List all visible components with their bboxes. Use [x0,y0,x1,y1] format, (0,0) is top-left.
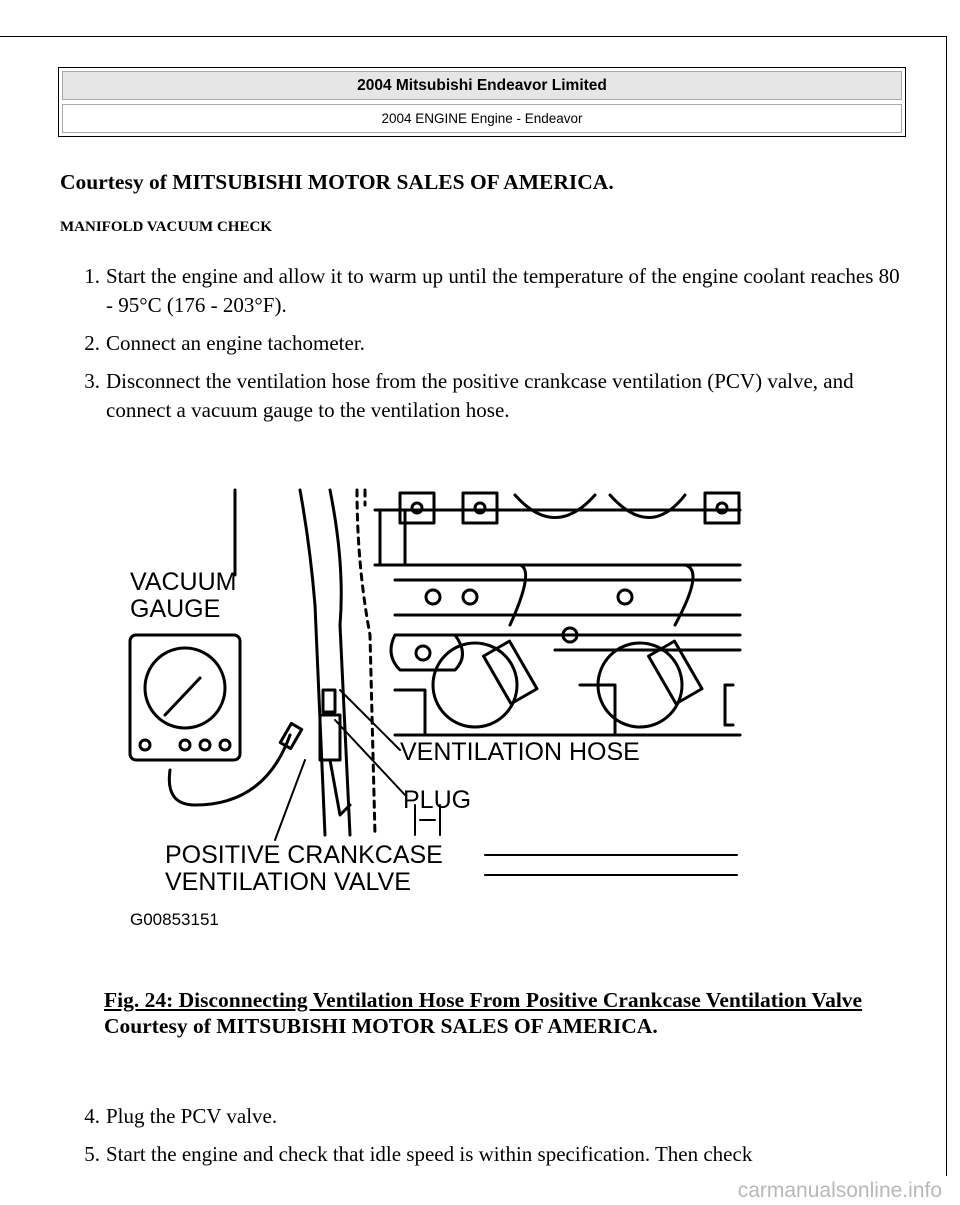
label-ventilation-hose: VENTILATION HOSE [400,738,640,766]
label-plug: PLUG [403,786,472,814]
figure-code: G00853151 [130,910,219,929]
step-item [60,1102,910,1131]
step-item [60,262,910,320]
section-heading: MANIFOLD VACUUM CHECK [60,219,272,235]
step-text: Connect an engine tachometer. [106,331,365,355]
caption-courtesy: Courtesy of MITSUBISHI MOTOR SALES OF AMERICA. [104,1014,658,1038]
watermark [0,1176,960,1205]
step-item [60,329,910,358]
procedure-steps [60,262,910,434]
step-text: Start the engine and allow it to warm up until the temperature of the engine coolant reaches 80 - 95°C (176 - 203°F). [106,264,900,317]
figure-caption [104,987,864,1039]
header-subtitle: 2004 ENGINE Engine - Endeavor [62,104,902,133]
step-number: 3. [84,369,100,393]
courtesy-line: Courtesy of MITSUBISHI MOTOR SALES OF AMERICA. [60,170,614,194]
watermark-text: carmanualsonline.info [737,1178,942,1202]
caption-title: Fig. 24: Disconnecting Ventilation Hose From Positive Crankcase Ventilation Valve [104,988,863,1012]
step-text: Plug the PCV valve. [106,1104,278,1128]
step-item [60,367,910,425]
label-vacuum-gauge-2: GAUGE [130,595,221,623]
label-vacuum-gauge-1: VACUUM [130,568,237,596]
step-number: 5. [84,1142,100,1166]
engine-diagram-figure [125,485,745,940]
procedure-steps-continued [60,1102,910,1178]
page-right-border [946,36,947,1176]
label-pcv-valve-1: POSITIVE CRANKCASE [165,841,443,869]
step-text: Disconnect the ventilation hose from the positive crankcase ventilation (PCV) valve, and connect a vacuum gauge to the ventilation hose. [106,369,854,422]
step-number: 1. [84,264,100,288]
step-item [60,1140,910,1169]
step-text: Start the engine and check that idle speed is within specification. Then check [106,1142,753,1166]
step-number: 2. [84,331,100,355]
label-pcv-valve-2: VENTILATION VALVE [165,868,411,896]
page-top-border [0,36,946,37]
header-title: 2004 Mitsubishi Endeavor Limited [62,71,902,100]
document-header [58,67,906,137]
step-number: 4. [84,1104,100,1128]
